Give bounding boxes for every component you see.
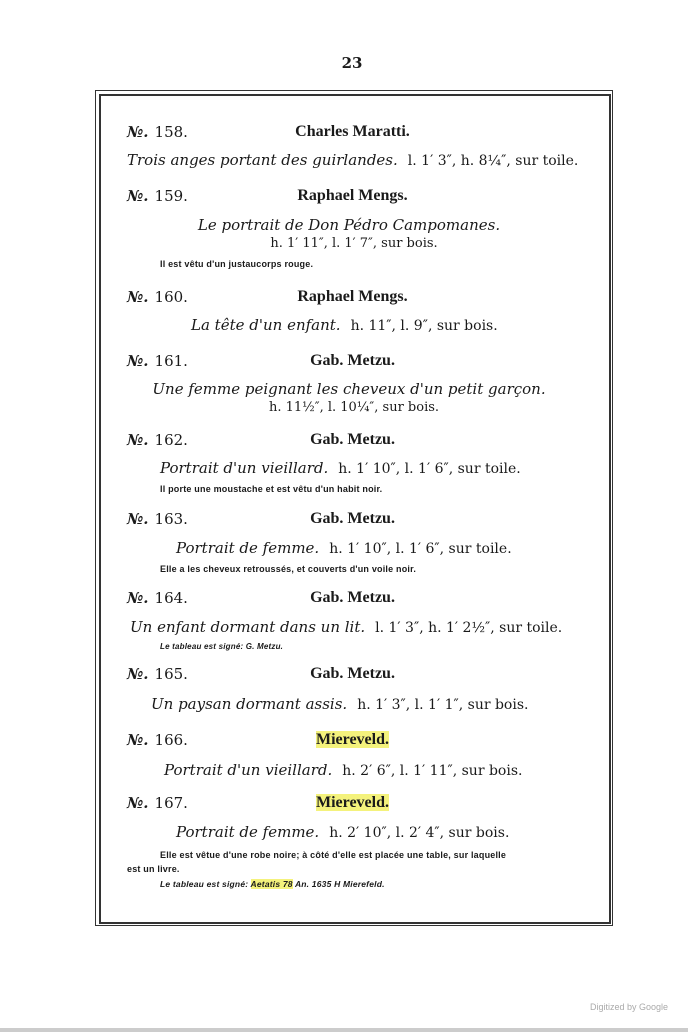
entry-artist: Miereveld. xyxy=(315,731,389,748)
entry-title: Le portrait de Don Pédro Campomanes. xyxy=(197,216,501,234)
entry-number: №. 167. xyxy=(127,794,188,812)
entry-number: №. 162. xyxy=(127,431,188,449)
entry-artist: Miereveld. xyxy=(315,794,389,811)
entry-number: №. 158. xyxy=(127,123,188,141)
entry-description: Portrait d'un vieillard. h. 1′ 10″, l. 1′ 6″, sur toile. xyxy=(160,459,521,477)
entry-artist: Raphael Mengs. xyxy=(297,187,408,204)
entry-artist: Gab. Metzu. xyxy=(310,352,395,369)
entry-artist: Gab. Metzu. xyxy=(310,665,395,682)
entry-artist: Raphael Mengs. xyxy=(297,288,408,305)
entry-number: №. 161. xyxy=(127,352,188,370)
entry-description: Un paysan dormant assis. h. 1′ 3″, l. 1′ 1″, sur bois. xyxy=(151,695,529,713)
entry-number: №. 166. xyxy=(127,731,188,749)
page-number: 23 xyxy=(341,54,363,72)
digitized-by-footer: Digitized by Google xyxy=(589,1002,668,1012)
entry-note-continued: est un livre. xyxy=(127,864,180,874)
entry-artist: Charles Maratti. xyxy=(295,123,410,140)
entry-number: №. 165. xyxy=(127,665,188,683)
entry-number: №. 159. xyxy=(127,187,188,205)
entry-number: №. 163. xyxy=(127,510,188,528)
entry-dimensions: h. 1′ 11″, l. 1′ 7″, sur bois. xyxy=(270,236,438,251)
entry-description: Trois anges portant des guirlandes. l. 1′ 3″, h. 8¼″, sur toile. xyxy=(127,151,579,169)
entry-dimensions: h. 11½″, l. 10¼″, sur bois. xyxy=(268,400,440,415)
entry-note: Elle a les cheveux retroussés, et couverts d'un voile noir. xyxy=(160,564,417,574)
entry-description: Un enfant dormant dans un lit. l. 1′ 3″, h. 1′ 2½″, sur toile. xyxy=(130,618,563,636)
entry-note: Il porte une moustache et est vêtu d'un habit noir. xyxy=(160,484,383,494)
entry-description: La tête d'un enfant. h. 11″, l. 9″, sur bois. xyxy=(191,316,498,334)
entry-description: Portrait de femme. h. 2′ 10″, l. 2′ 4″, sur bois. xyxy=(176,823,510,841)
entry-artist: Gab. Metzu. xyxy=(310,510,395,527)
entry-artist: Gab. Metzu. xyxy=(310,589,395,606)
viewer-bottom-edge xyxy=(0,1028,688,1032)
entry-description: Portrait de femme. h. 1′ 10″, l. 1′ 6″, sur toile. xyxy=(176,539,512,557)
entry-artist: Gab. Metzu. xyxy=(310,431,395,448)
entry-signature-note: Le tableau est signé: G. Metzu. xyxy=(160,642,284,651)
entry-description: Portrait d'un vieillard. h. 2′ 6″, l. 1′ 11″, sur bois. xyxy=(164,761,523,779)
entry-number: №. 164. xyxy=(127,589,188,607)
entry-signature-note: Le tableau est signé: Aetatis 78 An. 1635 H Mierefeld. xyxy=(160,879,385,889)
entry-note: Il est vêtu d'un justaucorps rouge. xyxy=(160,259,314,269)
entry-note: Elle est vêtue d'une robe noire; à côté d'elle est placée une table, sur laquelle xyxy=(160,850,507,860)
entry-number: №. 160. xyxy=(127,288,188,306)
entry-title: Une femme peignant les cheveux d'un petit garçon. xyxy=(152,380,546,398)
